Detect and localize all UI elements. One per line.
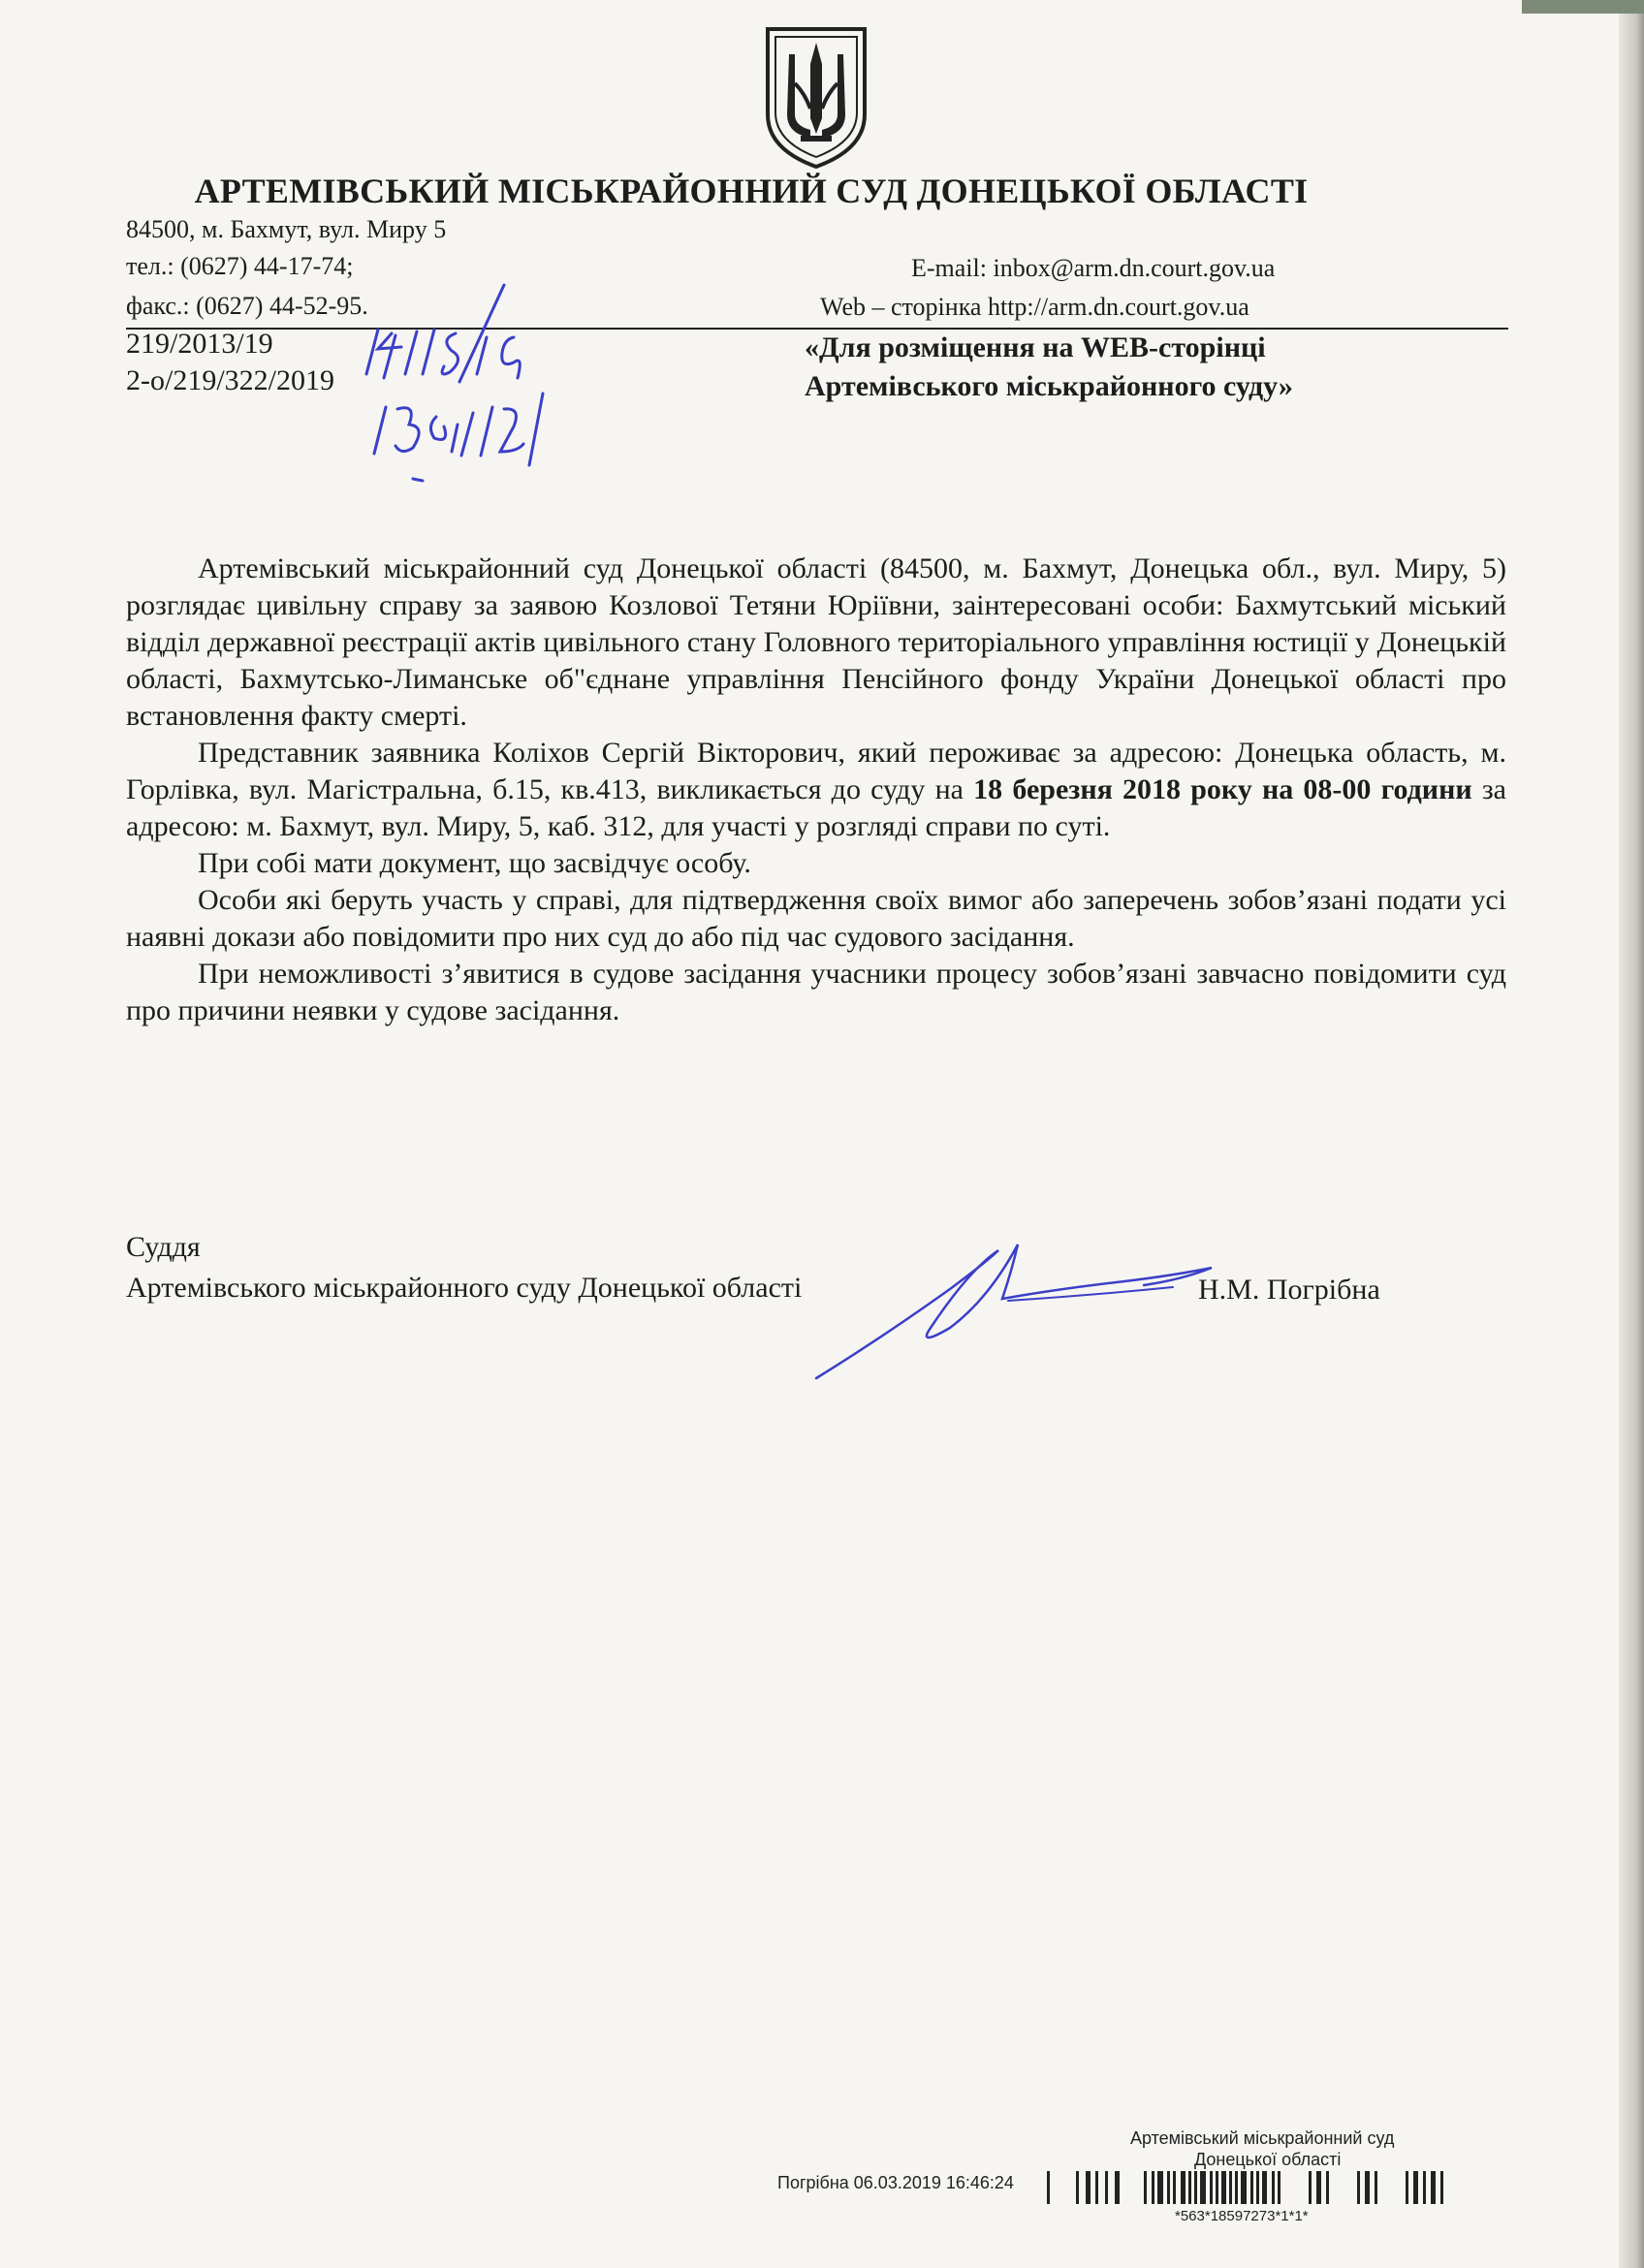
paragraph-identity-document: При собі мати документ, що засвідчує особу.: [198, 847, 751, 879]
court-address: 84500, м. Бахмут, вул. Миру 5: [126, 215, 447, 243]
stamp-court-line1: Артемівський міськрайонний суд: [1130, 2128, 1395, 2148]
hearing-date: 18 березня 2018 року на 08-00 години: [973, 773, 1472, 805]
case-number-2: 2-о/219/322/2019: [126, 364, 334, 396]
judge-signature: [805, 1231, 1270, 1386]
signature-court: Артемівського міськрайонного суду Донецької області: [126, 1272, 803, 1304]
court-web: Web – сторінка http://arm.dn.court.gov.ua: [820, 293, 1249, 321]
stamp-timestamp: Погрібна 06.03.2019 16:46:24: [777, 2173, 1014, 2192]
paragraph-evidence: Особи які беруть участь у справі, для підтвердження своїх вимог або заперечень зобов’язані подати усі наявні докази або повідомити про них суд до або під час судового засідання.: [126, 884, 1506, 953]
scan-corner: [1522, 0, 1644, 14]
registry-barcode: [1047, 2167, 1502, 2212]
court-email: E-mail: inbox@arm.dn.court.gov.ua: [911, 254, 1276, 282]
paragraph-case-description: Артемівський міськрайонний суд Донецької області (84500, м. Бахмут, Донецька обл., вул. Миру, 5) розглядає цивільну справу за заявою Козлової Тетяни Юріївни, заінтересовані особи: Бахмутський міський відділ державної реєстрації актів цивільного стану Головного територіального управління юстиції у Донецькій області, Бахмутсько-Лиманське об"єднане управління Пенсійного фонду України Донецької області про встановлення факту смерті.: [126, 552, 1506, 732]
trident-emblem-icon: [762, 25, 870, 171]
court-fax: факс.: (0627) 44-52-95.: [126, 292, 368, 320]
web-note-line1: «Для розміщення на WEB-сторінці: [805, 331, 1266, 363]
handwritten-registration-mark: [359, 281, 620, 494]
signature-title: Суддя: [126, 1231, 201, 1263]
case-number-1: 219/2013/19: [126, 328, 273, 360]
scan-edge: [1619, 0, 1644, 2268]
stamp-court-line2: Донецької області: [1194, 2150, 1342, 2169]
document-body: [126, 551, 1506, 1029]
paragraph-absence-notice: При неможливості з’явитися в судове засідання учасники процесу зобов’язані завчасно повідомити суд про причини неявки у судове засідання.: [126, 958, 1506, 1026]
header-divider: [126, 328, 1508, 330]
web-note-line2: Артемівського міськрайонного суду»: [805, 370, 1293, 402]
judge-name: Н.М. Погрібна: [1198, 1274, 1380, 1306]
paragraph-summons: Представник заявника Коліхов Сергій Вікторович, який пероживає за адресою: Донецька область, м. Горлівка, вул. Магістральна, б.15, кв.413, викликається до суду на 18 березня 2018 року на 08-00 години за адресою: м. Бахмут, вул. Миру, 5, каб. 312, для участі у розгляді справи по суті.: [126, 737, 1506, 842]
court-phone: тел.: (0627) 44-17-74;: [126, 252, 354, 280]
court-title: АРТЕМІВСЬКИЙ МІСЬКРАЙОННИЙ СУД ДОНЕЦЬКОЇ ОБЛАСТІ: [194, 172, 1309, 210]
barcode-text: *563*18597273*1*1*: [1175, 2208, 1309, 2224]
